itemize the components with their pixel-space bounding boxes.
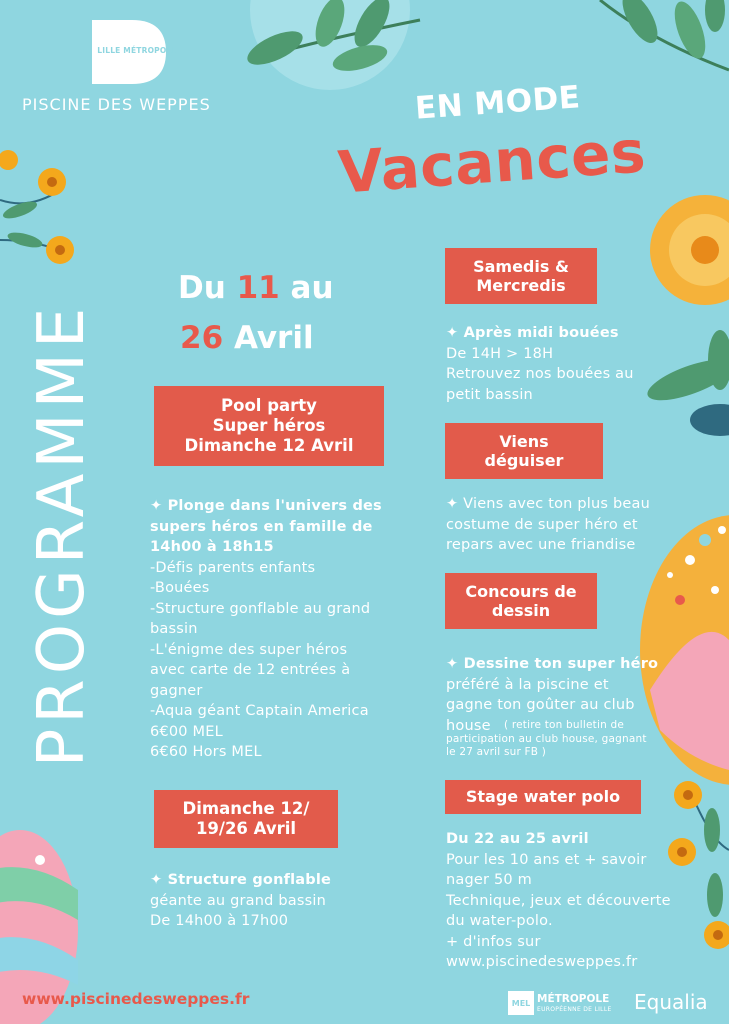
viens-box <box>445 423 603 479</box>
leaf-branch-topright-icon <box>600 0 729 70</box>
text-line: 6€00 MEL <box>150 723 223 740</box>
text-line: géante au grand bassin <box>150 892 326 909</box>
concours-box-line: Concours de <box>465 581 577 601</box>
website-link[interactable]: www.piscinedesweppes.fr <box>446 954 638 970</box>
stage-box-line: Stage water polo <box>465 787 621 807</box>
viens-box-line: Viens <box>499 431 549 451</box>
mel-name: MÉTROPOLE <box>537 993 610 1005</box>
text-line: -Aqua géant Captain America <box>150 703 369 719</box>
text-line: petit bassin <box>446 386 533 403</box>
dates-au: au <box>290 270 334 306</box>
text-line: 14h00 à 18h15 <box>150 539 274 555</box>
text-line: -Bouées <box>150 580 210 596</box>
text-line: préféré à la piscine et <box>446 676 609 693</box>
note-line: ( retire ton bulletin de <box>504 719 624 731</box>
viens-box-line: déguiser <box>484 451 564 470</box>
note-line: le 27 avril sur FB ) <box>446 746 547 758</box>
note-line: participation au club house, gagnant <box>446 733 647 745</box>
text-line: -Structure gonflable au grand <box>150 600 371 617</box>
dimanche-box <box>154 790 338 848</box>
text-line: house <box>446 717 491 734</box>
text-line: ✦ Après midi bouées <box>446 325 619 341</box>
concours-note-more <box>446 733 726 759</box>
equalia-logo: Equalia <box>634 990 708 1014</box>
pool-box-line: Dimanche 12 Avril <box>184 435 354 455</box>
dates-day1: 11 <box>236 270 280 306</box>
text-line: Technique, jeux et découverte <box>446 892 671 909</box>
sam-box-line: Samedis & <box>473 256 569 276</box>
samedis-box <box>445 248 597 304</box>
text-line: + d'infos sur <box>446 933 541 950</box>
viens-text <box>446 494 706 556</box>
logo-badge-text: LILLE MÉTROPOLE <box>97 46 177 55</box>
dates-month: Avril <box>233 320 314 356</box>
dates-line2 <box>180 320 314 356</box>
mel-subtitle: EUROPÉENNE DE LILLE <box>537 1006 612 1013</box>
concours-box-line: dessin <box>491 601 551 620</box>
pool-box-line: Super héros <box>212 416 326 436</box>
text-line: costume de super héro et <box>446 516 638 533</box>
text-line: du water-polo. <box>446 913 553 929</box>
concours-note <box>504 719 729 732</box>
pool-box-line: Pool party <box>221 396 317 416</box>
text-line: repars avec une friandise <box>446 537 636 553</box>
text-line: De 14H > 18H <box>446 345 554 362</box>
dimanche-text <box>150 870 410 932</box>
flowers-left-icon <box>0 150 74 264</box>
text-line: ✦ Viens avec ton plus beau <box>446 496 650 512</box>
text-line: gagne ton goûter au club <box>446 697 635 713</box>
concours-box <box>445 573 597 629</box>
samedis-text <box>446 323 706 405</box>
text-line: avec carte de 12 entrées à <box>150 662 351 678</box>
text-line: nager 50 m <box>446 872 532 888</box>
dim-box-line: Dimanche 12/ <box>182 799 310 819</box>
pool-party-box <box>154 386 384 466</box>
dim-box-line: 19/26 Avril <box>195 819 297 838</box>
heading-vacances: Vacances <box>336 117 648 207</box>
text-line: gagner <box>150 682 203 699</box>
logo-name: PISCINE DES WEPPES <box>22 95 211 114</box>
dates-line1 <box>178 270 334 306</box>
text-line: Retrouvez nos bouées au <box>446 366 634 382</box>
pool-party-text <box>150 496 420 763</box>
text-line: Pour les 10 ans et + savoir <box>446 851 647 868</box>
text-line: De 14h00 à 17h00 <box>150 913 289 929</box>
text-line: supers héros en famille de <box>150 518 373 535</box>
stage-text <box>446 829 716 973</box>
text-line: -Défis parents enfants <box>150 559 316 576</box>
text-line: 6€60 Hors MEL <box>150 744 262 760</box>
text-line: ✦ Plonge dans l'univers des <box>150 498 382 514</box>
stage-box <box>445 780 641 814</box>
text-line: ✦ Dessine ton super héro <box>446 656 659 672</box>
side-title-programme: PROGRAMME <box>25 302 99 768</box>
heading-en-mode: EN MODE <box>413 79 582 127</box>
text-line: bassin <box>150 621 198 637</box>
footer-url-link[interactable]: www.piscinedesweppes.fr <box>22 990 250 1008</box>
mel-logo-icon: MEL <box>508 991 534 1015</box>
text-line: Du 22 au 25 avril <box>446 831 589 847</box>
dates-du: Du <box>178 270 226 306</box>
text-line: -L'énigme des super héros <box>150 641 348 658</box>
text-line: ✦ Structure gonflable <box>150 872 332 888</box>
dates-day2: 26 <box>180 320 224 356</box>
sam-box-line: Mercredis <box>476 276 566 295</box>
